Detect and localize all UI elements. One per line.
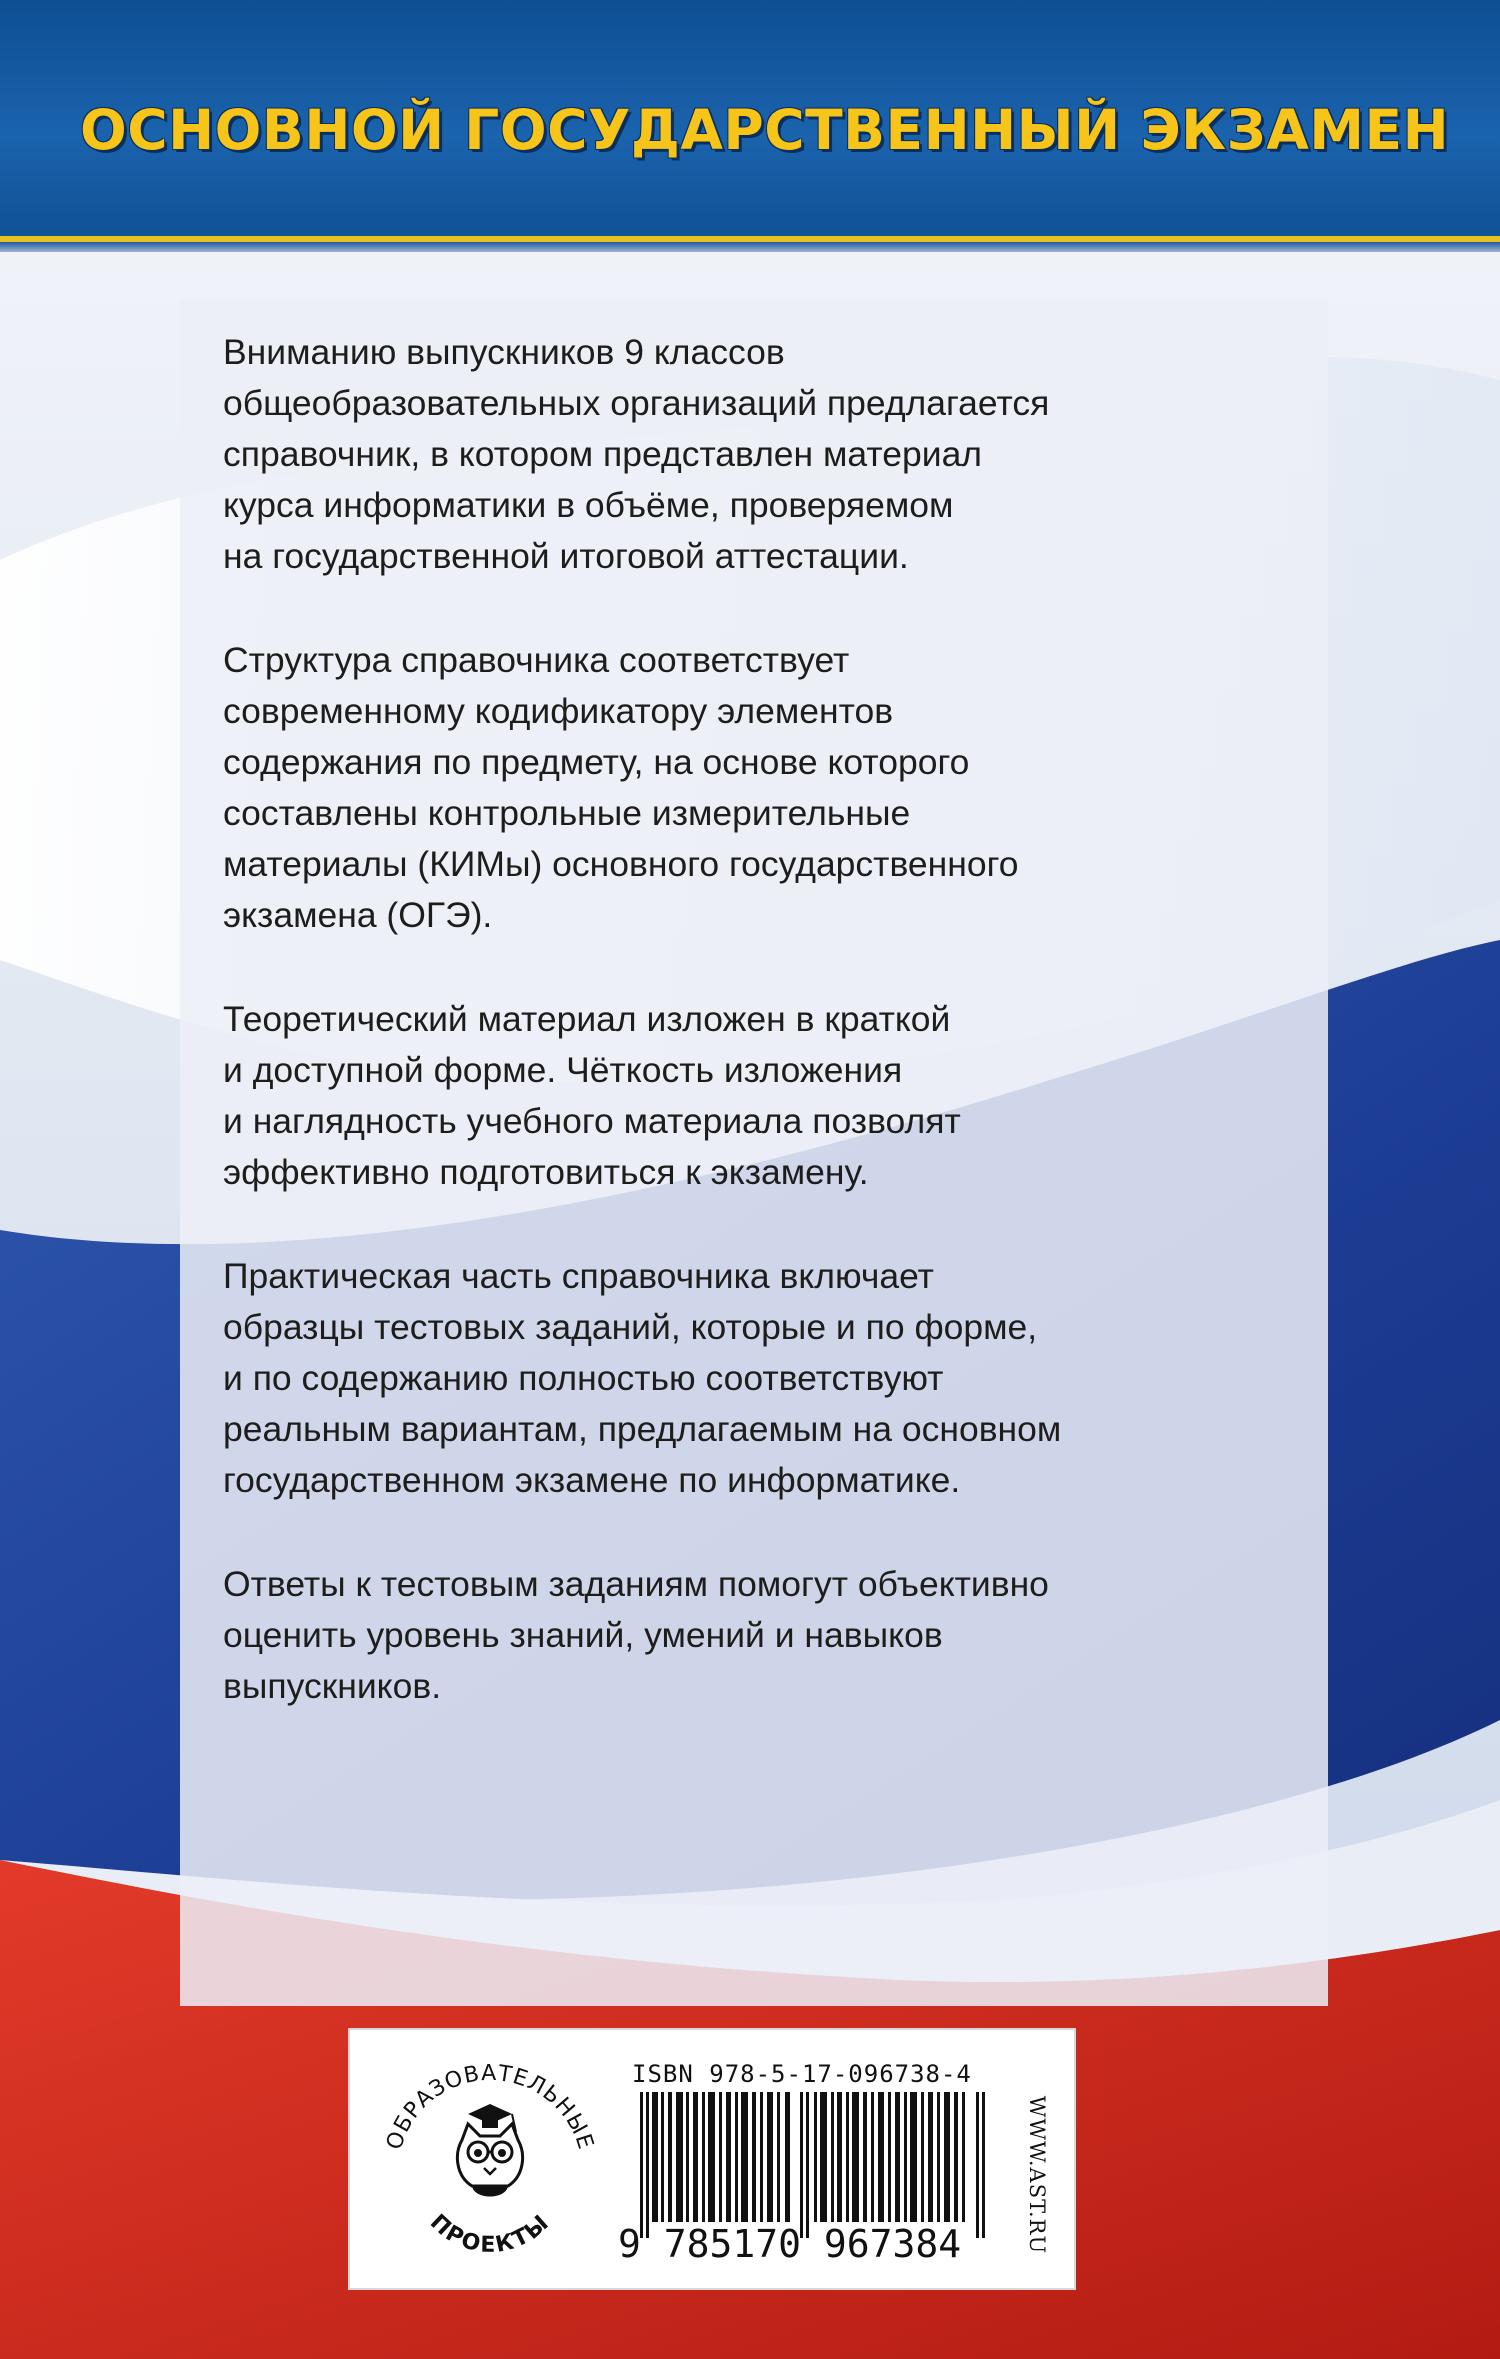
paragraph-intro: Вниманию выпускников 9 классов общеобразовательных организаций предлагается справочник, в котором представлен материал курса информатики в объёме, проверяемом на государственной итоговой аттестации. (223, 332, 1050, 576)
paragraph-theory: Теоретический материал изложен в краткой и доступной форме. Чёткость изложения и наглядность учебного материала позволят эффективно подготовиться к экзамену. (223, 999, 961, 1192)
header-lower-stripe (0, 242, 1500, 252)
barcode-digits: 9 785170 967384 (618, 2222, 962, 2266)
educational-projects-logo (370, 2044, 610, 2278)
logo-top-text: ОБРАЗОВАТЕЛЬНЫЕ (381, 2060, 598, 2153)
barcode (640, 2092, 990, 2238)
paragraph-answers: Ответы к тестовым заданиям помогут объективно оценить уровень знаний, умений и навыков выпускников. (223, 1564, 1049, 1706)
description-text (223, 327, 1283, 1765)
exam-title: ОСНОВНОЙ ГОСУДАРСТВЕННЫЙ ЭКЗАМЕН (80, 98, 1450, 162)
cat-mascot-icon (457, 2104, 522, 2197)
paragraph-structure: Структура справочника соответствует современному кодификатору элементов содержания по предмету, на основе которого составлены контрольные измерительные материалы (КИМы) основного государственного экзамена (ОГЭ). (223, 640, 1019, 935)
isbn-number: ISBN 978-5-17-096738-4 (632, 2060, 972, 2088)
isbn-box (348, 2028, 1076, 2290)
logo-bottom-text: ПРОЕКТЫ (425, 2209, 556, 2258)
website-url: WWW.AST.RU (1025, 2095, 1049, 2255)
svg-text:ПРОЕКТЫ (425, 2210, 555, 2258)
paragraph-practice: Практическая часть справочника включает образцы тестовых заданий, которые и по форме, и по содержанию полностью соответствуют реальным вариантам, предлагаемым на основном государственном экзамене по информатике. (223, 1256, 1062, 1500)
